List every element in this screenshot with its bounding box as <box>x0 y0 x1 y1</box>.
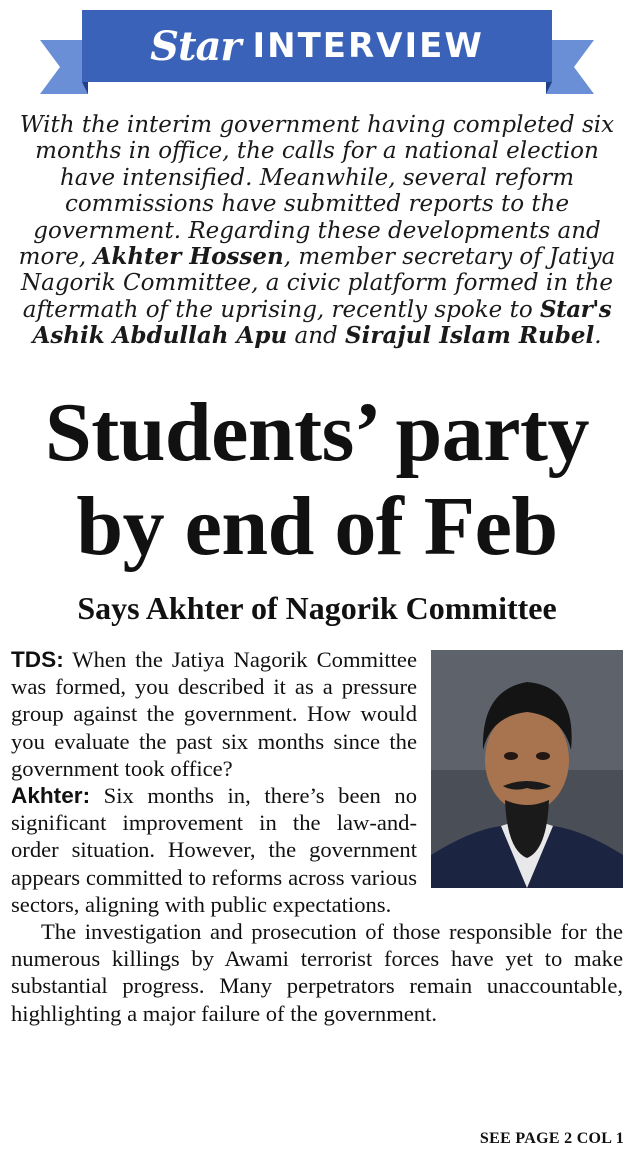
ribbon-tail-right <box>546 40 594 94</box>
headline: Students’ party by end of Feb <box>45 386 589 573</box>
interviewer-name: Sirajul Islam Rubel <box>345 322 595 350</box>
answer-paragraph: Akhter: Six months in, there’s been no significant improvement in the law-and-order situation. However, the government appears committed to reforms across various sectors, aligning with public expectations. <box>11 783 417 917</box>
subheadline: Says Akhter of Nagorik Committee <box>77 590 557 626</box>
speaker-label: TDS: <box>11 647 64 672</box>
article-body <box>11 646 623 1027</box>
portrait-photo <box>431 650 623 888</box>
banner-title <box>82 10 552 82</box>
continued-note: SEE PAGE 2 COL 1 <box>479 1130 624 1147</box>
star-mark: Star's <box>540 295 612 323</box>
ribbon-tail-left <box>40 40 88 94</box>
intro-paragraph: With the interim government having completed six months in office, the calls for a national election have intensified. Meanwhile, several reform commissions have submitted reports to the government. Regarding these developments and more, Akhter Hossen, member secretary of Jatiya Nagorik Committee, a civic platform formed in the aftermath of the uprising, recently spoke to Star's Ashik Abdullah Apu and Sirajul Islam Rubel. <box>18 112 616 350</box>
interviewer-name: Ashik Abdullah Apu <box>32 322 288 350</box>
section-banner <box>0 0 634 100</box>
brand-logo: Star <box>150 22 241 70</box>
portrait-icon <box>431 650 623 888</box>
section-label: INTERVIEW <box>252 26 484 66</box>
question-paragraph: TDS: When the Jatiya Nagorik Committee was formed, you described it as a pressure group against the government. How would you evaluate the past six months since the government took office? <box>11 647 417 781</box>
body-paragraph: The investigation and prosecution of those responsible for the numerous killings by Awami terrorist forces have yet to make substantial progress. Many perpetrators remain unaccountable, highlighting a major failure of the government. <box>11 919 623 1026</box>
speaker-label: Akhter: <box>11 783 91 809</box>
interviewee-name: Akhter Hossen <box>93 243 284 271</box>
